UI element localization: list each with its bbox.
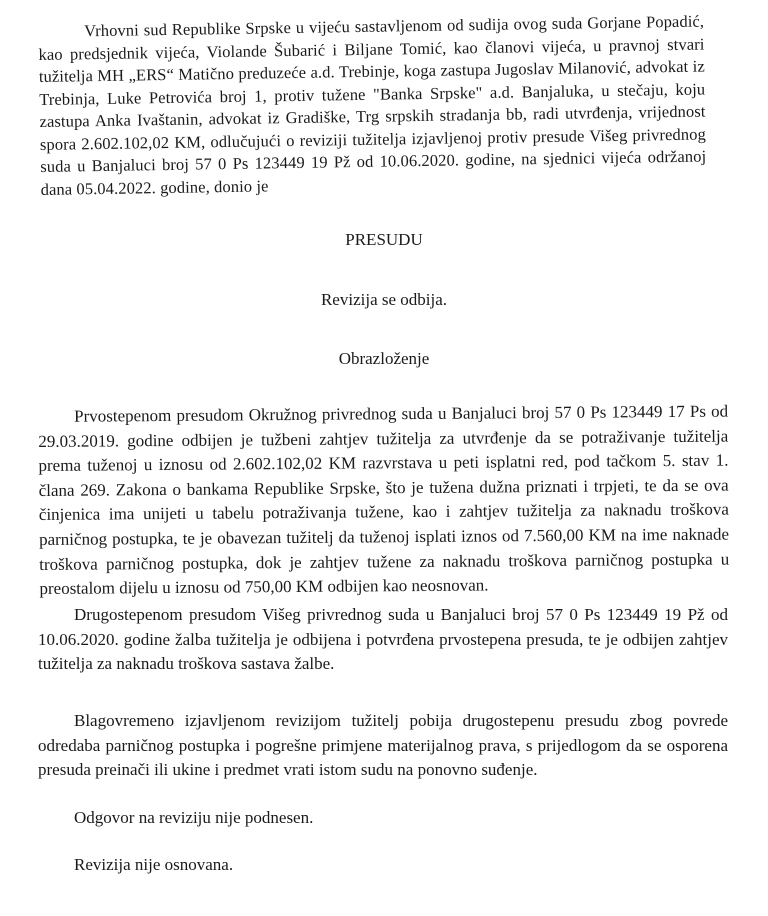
first-instance-paragraph: Prvostepenom presudom Okružnog privrednog suda u Banjaluci broj 57 0 Ps 123449 17 Ps od 29.03.2019. godine odbijen je tužbeni zahtjev tužitelja za utvrđenje da se potraživanje tužitelja prema tuženoj u iznosu od 2.602.102,02 KM razvrstava u peti isplatni red, pod tačkom 5. stav 1. člana 269. Zakona o bankama Republike Srpske, što je tužena dužna priznati i trpjeti, te da se ova činjenica ima unijeti u tabelu potraživanja tužene, kao i zahtjev tužitelja za naknadu troškova parničnog postupka, te je obavezan tužitelj da tuženoj isplati iznos od 7.560,00 KM na ime naknade troškova parničnog postupka, dok je zahtjev tužene za naknadu troškova parničnog postupka u preostalom dijelu u iznosu od 750,00 KM odbijen kao neosnovan. [38,401,730,599]
second-instance-paragraph: Drugostepenom presudom Višeg privrednog suda u Banjaluci broj 57 0 Ps 123449 19 Pž od 10.06.2020. godine žalba tužitelja je odbijena i potvrđena prvostepena presuda, te je odbijen zahtjev tužitelja za naknadu troškova sastava žalbe. [38,605,728,674]
response-paragraph: Odgovor na reviziju nije podnesen. [74,808,314,827]
reasoning-heading: Obrazloženje [338,349,430,368]
decision-heading: Revizija se odbija. [320,290,448,309]
verdict-heading: PRESUDU [345,230,423,249]
revision-grounds-paragraph: Blagovremeno izjavljenom revizijom tužitelj pobija drugostepenu presudu zbog povrede odredaba parničnog postupka i pogrešne primjene materijalnog prava, s prijedlogom da se osporena presuda preinači ili ukine i predmet vrati istom sudu na ponovno suđenje. [38,711,728,780]
intro-paragraph: Vrhovni sud Republike Srpske u vijeću sastavljenom od sudija ovog suda Gorjane Popadić, kao predsjednik vijeća, Violande Šubarić i Biljane Tomić, kao članovi vijeća, u pravnoj stvari tužitelja MH „ERS“ Matično preduzeće a.d. Trebinje, koga zastupa Jugoslav Milanović, advokat iz Trebinja, Luke Petrovića broj 1, protiv tužene "Banka Srpske" a.d. Banjaluka, u stečaju, koju zastupa Anka Ivaštanin, advokat iz Gradiške, Trg srpskih stradanja bb, radi utvrđenja, vrijednost spora 2.602.102,02 KM, odlučujući o reviziji tužitelja izjavljenoj protiv presude Višeg privrednog suda u Banjaluci broj 57 0 Ps 123449 19 Pž od 10.06.2020. godine, na sjednici vijeća održanoj dana 05.04.2022. godine, donio je [38,11,707,198]
conclusion-paragraph: Revizija nije osnovana. [74,855,234,874]
